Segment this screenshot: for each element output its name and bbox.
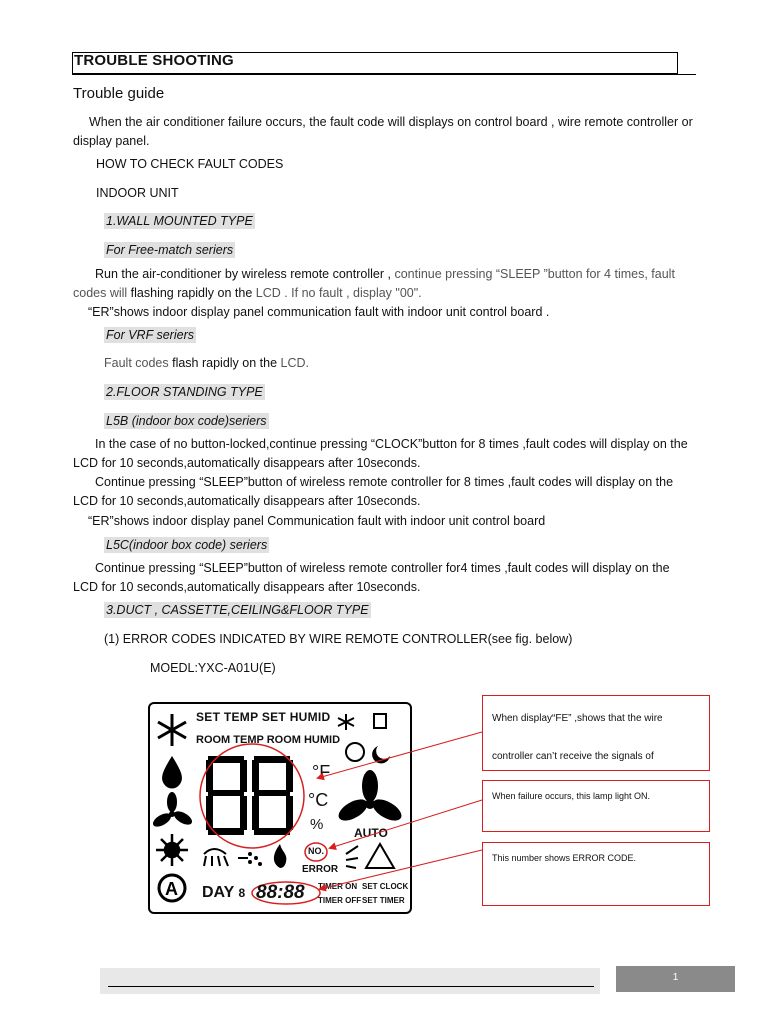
lcd-timer-off: TIMER OFF — [318, 896, 362, 905]
section-duct-cassette: 3.DUCT , CASSETTE,CEILING&FLOOR TYPE — [106, 603, 369, 617]
l5b-paragraph-1: In the case of no button-locked,continue pressing “CLOCK”button for 8 times ,fault codes will display on the LCD for 10 seconds,automatically disappears after 10seconds. — [73, 437, 688, 470]
lcd-auto-label: AUTO — [354, 826, 388, 840]
subsection-free-match: For Free-match seriers — [106, 243, 234, 257]
lcd-set-clock: SET CLOCK — [362, 882, 409, 891]
lcd-clock-digits: 88:88 — [256, 882, 305, 903]
lcd-set-timer: SET TIMER — [362, 896, 405, 905]
lcd-unit-f: °F — [312, 762, 331, 782]
er-note-1: “ER”shows indoor display panel communication fault with indoor unit control board . — [88, 305, 550, 319]
footer-bar — [100, 968, 600, 994]
section-wall-mounted: 1.WALL MOUNTED TYPE — [106, 214, 253, 228]
l5c-paragraph: Continue pressing “SLEEP”button of wireless remote controller for4 times ,fault codes will display on the LCD for 10 seconds,automatically disappears after 10seconds. — [73, 561, 670, 594]
svg-text:A: A — [165, 879, 178, 899]
lcd-set-labels: SET TEMP SET HUMID — [196, 710, 331, 724]
annotation-error-code-text: This number shows ERROR CODE. — [492, 853, 637, 863]
subsection-vrf: For VRF seriers — [106, 328, 194, 342]
page-number: 1 — [616, 966, 735, 992]
lcd-unit-percent: % — [310, 816, 324, 833]
lcd-room-labels: ROOM TEMP ROOM HUMID — [196, 734, 341, 746]
annotation-fe-line1: When display“FE” ,shows that the wire — [492, 713, 663, 724]
vrf-paragraph: Fault codes flash rapidly on the LCD. — [104, 356, 309, 370]
lcd-no-label: NO. — [308, 846, 325, 856]
section-floor-standing: 2.FLOOR STANDING TYPE — [106, 385, 263, 399]
subsection-l5c: L5C(indoor box code) seriers — [106, 538, 268, 552]
free-match-paragraph: Run the air-conditioner by wireless remote controller , continue pressing “SLEEP ”button for 4 times, fault codes will flashing rapidly on the LCD . If no fault , display "00". — [73, 267, 675, 300]
how-to-heading: HOW TO CHECK FAULT CODES — [96, 157, 284, 171]
subsection-l5b: L5B (indoor box code)seriers — [106, 414, 267, 428]
annotation-fe-line2: controller can’t receive the signals of — [492, 751, 654, 762]
page-title: TROUBLE SHOOTING — [74, 52, 234, 69]
lcd-unit-c: °C — [308, 790, 329, 810]
annotation-lamp-text: When failure occurs, this lamp light ON. — [492, 791, 651, 801]
model-line: MOEDL:YXC-A01U(E) — [150, 661, 276, 675]
error-codes-line: (1) ERROR CODES INDICATED BY WIRE REMOTE CONTROLLER(see fig. below) — [104, 632, 573, 646]
lcd-timer-on: TIMER ON — [318, 882, 358, 891]
l5b-paragraph-2: Continue pressing “SLEEP”button of wireless remote controller for 8 times ,fault codes will display on the LCD for 10 seconds,automatically disappears after 10seconds. — [73, 475, 674, 508]
footer-rule — [108, 986, 594, 987]
section-heading: Trouble guide — [73, 85, 165, 102]
intro-paragraph: When the air conditioner failure occurs, the fault code will displays on control board , wire remote controller or display panel. — [73, 115, 693, 148]
lcd-error-label: ERROR — [302, 864, 339, 875]
er-note-2: “ER”shows indoor display panel Communication fault with indoor unit control board — [88, 514, 546, 528]
lcd-day-label: DAY 8 — [202, 884, 246, 901]
indoor-unit-heading: INDOOR UNIT — [96, 186, 179, 200]
